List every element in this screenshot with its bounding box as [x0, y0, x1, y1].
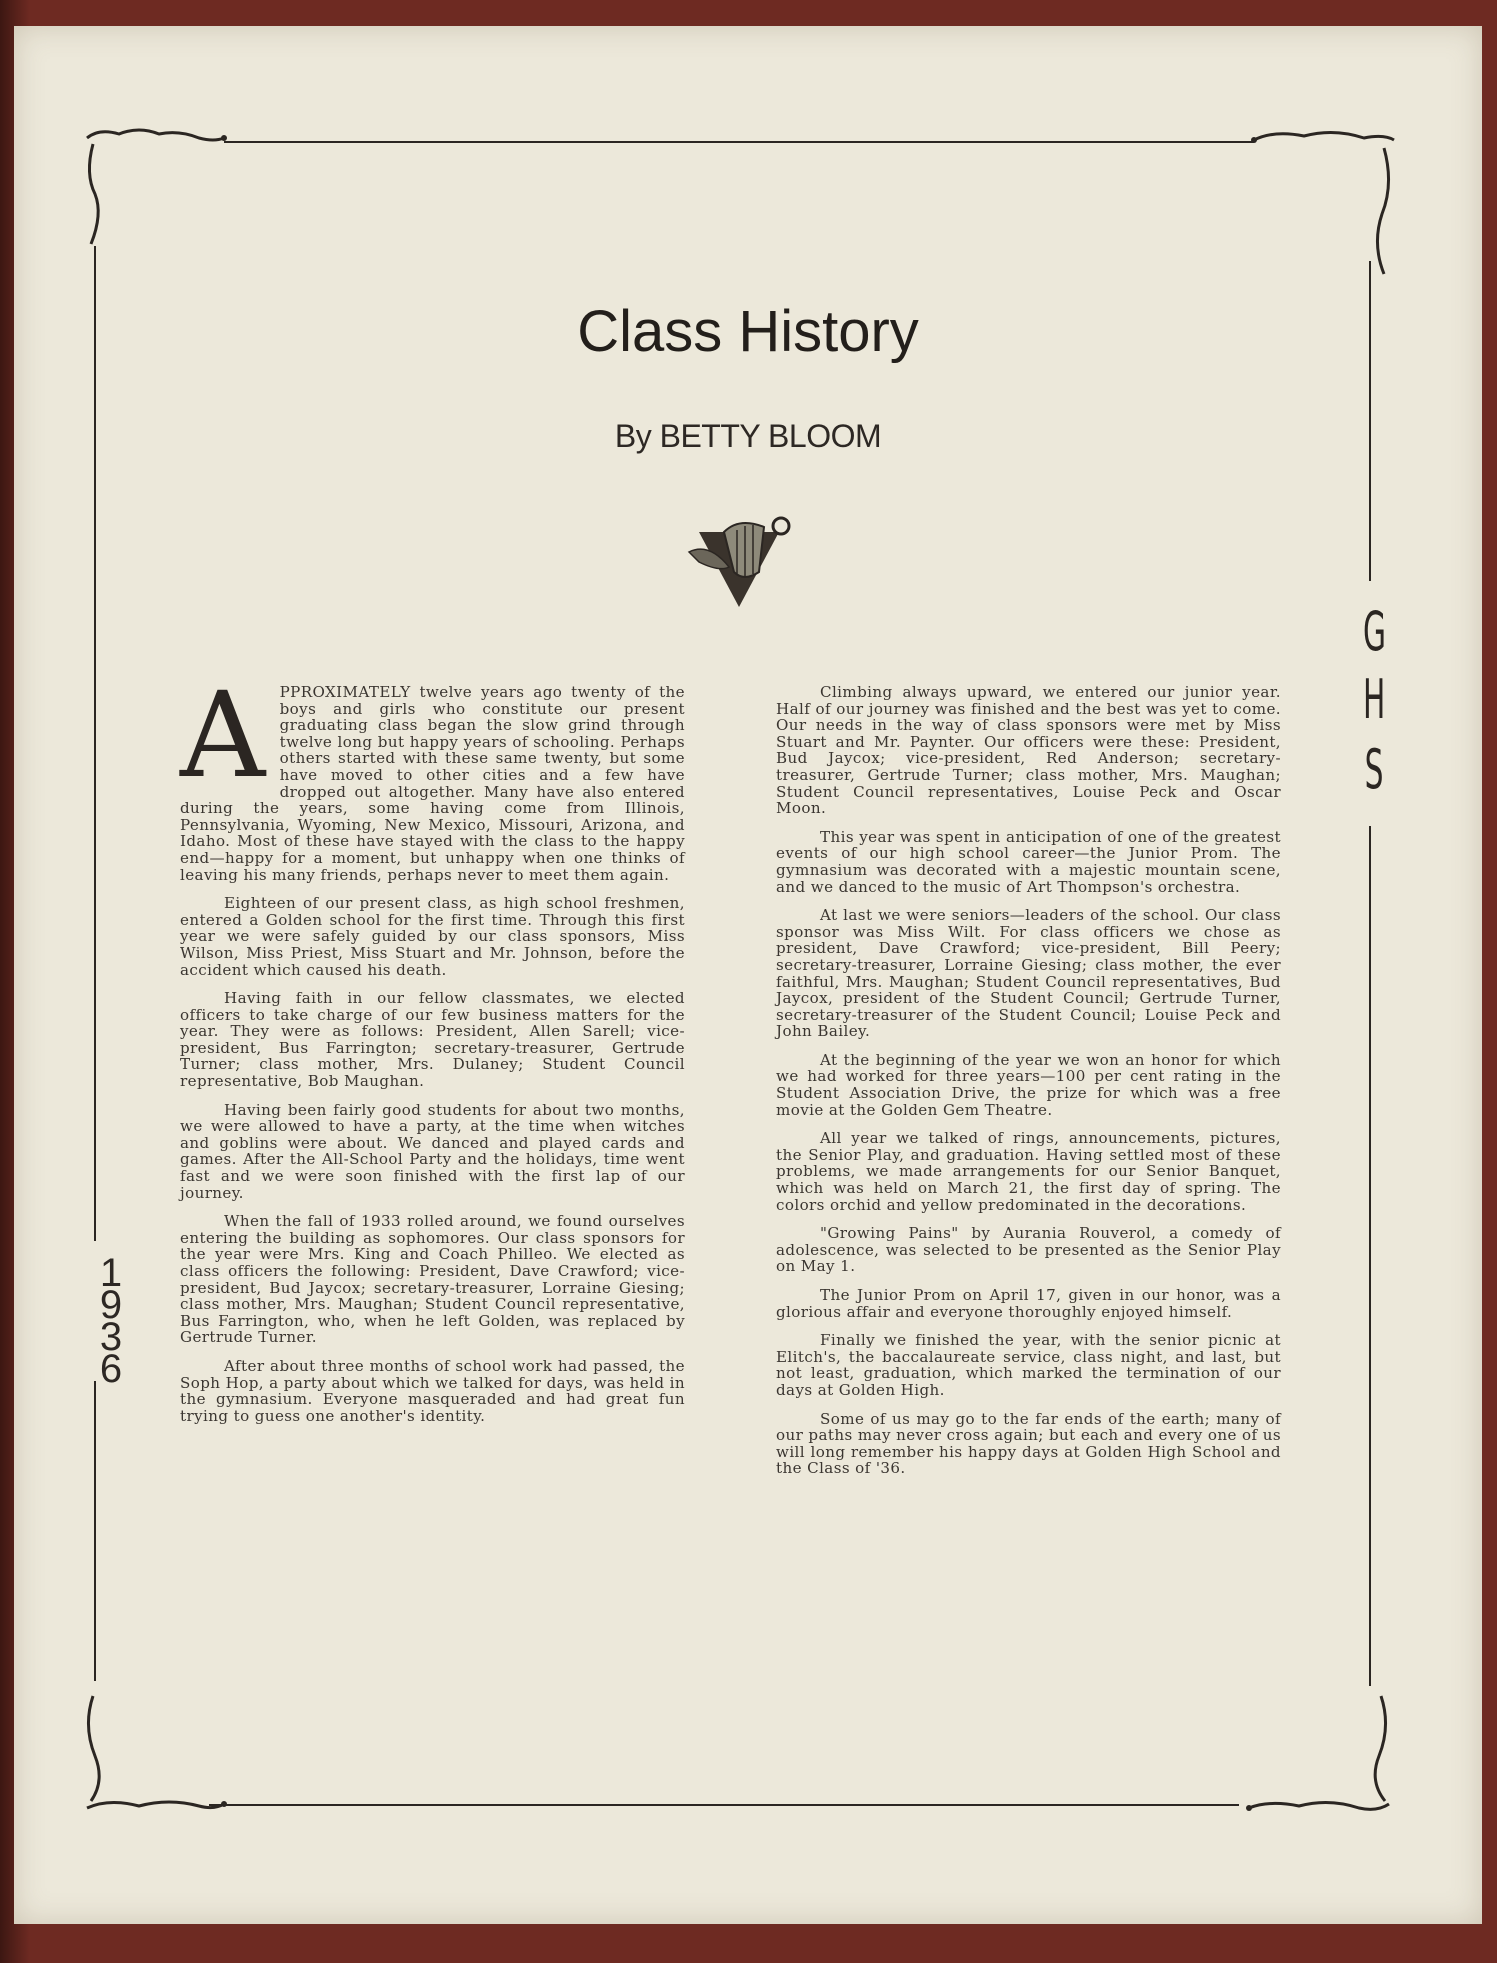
year-digit: 6: [99, 1347, 123, 1391]
corner-flourish-top-left: [79, 124, 239, 264]
paragraph: Finally we finished the year, with the senior picnic at Elitch's, the baccalaureate service, class night, and last, but not least, graduation, which marked the termination of our days at Golden High.: [776, 1331, 1281, 1399]
bottom-border-rule: [209, 1804, 1239, 1806]
corner-flourish-top-right: [1244, 124, 1404, 284]
opening-paragraph: [180, 666, 685, 884]
year-digit: 3: [99, 1315, 123, 1359]
paragraph: All year we talked of rings, announcements, pictures, the Senior Play, and graduation. Having settled most of these problems, we made arrangements for our Senior Banquet, which was held on March 21, the first day of spring. The colors orchid and yellow predominated in the decorations.: [776, 1129, 1281, 1214]
paragraph: Eighteen of our present class, as high school freshmen, entered a Golden school for the first time. Through this first year we were safely guided by our class sponsors, Miss Wilson, Miss Priest, Miss Stuart and Mr. Johnson, before the accident which caused his death.: [180, 894, 685, 979]
yearbook-page: [14, 26, 1482, 1924]
paragraph: At the beginning of the year we won an honor for which we had worked for three years—100 per cent rating in the Student Association Drive, the prize for which was a free movie at the Golden Gem Theatre.: [776, 1050, 1281, 1119]
left-border-rule: [94, 246, 96, 1241]
paragraph: After about three months of school work had passed, the Soph Hop, a party about which we talked for days, was held in the gymnasium. Everyone masqueraded and had great fun trying to guess one another's identity.: [180, 1356, 685, 1425]
corner-flourish-bottom-left: [79, 1686, 239, 1826]
paragraph-text: PPROXIMATELY twelve years ago twenty of the boys and girls who constitute our present graduating class began the slow grind through twelve long but happy years of schooling. Perhaps others started with these same twenty, but some have moved to other cities and a few have dropped out altogether. Many have also entered during the years, some having come from Illinois, Pennsylvania, Wyoming, New Mexico, Missouri, Arizona, and Idaho. Most of these have stayed with the class to the happy end—happy for a moment, but unhappy when one thinks of leaving his many friends, perhaps never to meet them again.: [180, 683, 685, 884]
top-border-rule: [224, 141, 1254, 143]
drop-cap: A: [180, 666, 266, 804]
school-letter: H: [1363, 668, 1386, 731]
paragraph: Having faith in our fellow classmates, we elected officers to take charge of our few business matters for the year. They were as follows: President, Allen Sarell; vice-president, Bus Farrington; secretary-treasurer, Gertrude Turner; class mother, Mrs. Dulaney; Student Council representative, Bob Maughan.: [180, 989, 685, 1091]
paragraph: The Junior Prom on April 17, given in our honor, was a glorious affair and everyone thoroughly enjoyed himself.: [776, 1286, 1281, 1321]
paragraph: This year was spent in anticipation of one of the greatest events of our high school career—the Junior Prom. The gymnasium was decorated with a majestic mountain scene, and we danced to the music of Art Thompson's orchestra.: [776, 827, 1281, 896]
left-border-rule-lower: [94, 1381, 96, 1681]
paragraph: When the fall of 1933 rolled around, we found ourselves entering the building as sophomores. Our class sponsors for the year were Mrs. King and Coach Philleo. We elected as class officers the following: President, Dave Crawford; vice-president, Bud Jaycox; secretary-treasurer, Lorraine Giesing; class mother, Mrs. Maughan; Student Council representative, Bus Farrington, who, when he left Golden, was replaced by Gertrude Turner.: [180, 1212, 685, 1347]
left-text-column: [180, 666, 685, 1436]
school-letter: G: [1363, 600, 1387, 663]
paragraph: Climbing always upward, we entered our junior year. Half of our journey was finished and the best was yet to come. Our needs in the way of class sponsors were met by Miss Stuart and Mr. Paynter. Our officers were these: President, Bud Jaycox; vice-president, Red Anderson; secretary-treasurer, Gertrude Turner; class mother, Mrs. Maughan; Student Council representatives, Louise Peck and Oscar Moon.: [776, 683, 1281, 818]
harp-quill-emblem-icon: [679, 512, 799, 622]
corner-flourish-bottom-right: [1239, 1686, 1399, 1826]
paragraph: "Growing Pains" by Aurania Rouverol, a comedy of adolescence, was selected to be presented as the Senior Play on May 1.: [776, 1224, 1281, 1276]
paragraph: Some of us may go to the far ends of the earth; many of our paths may never cross again; but each and every one of us will long remember his happy days at Golden High School and the Class of '36.: [776, 1409, 1281, 1478]
author-byline: By BETTY BLOOM: [614, 418, 882, 454]
page-title: Class History: [577, 299, 919, 364]
school-letter: S: [1364, 738, 1384, 801]
paragraph: Having been fairly good students for about two months, we were allowed to have a party, at the time when witches and goblins were about. We danced and played cards and games. After the All-School Party and the holidays, time went fast and we were soon finished with the first lap of our journey.: [180, 1100, 685, 1202]
right-border-rule-lower: [1369, 826, 1371, 1686]
right-text-column: [776, 684, 1281, 1489]
year-digit: 1: [99, 1251, 123, 1295]
year-digit: 9: [99, 1283, 123, 1327]
paragraph: At last we were seniors—leaders of the school. Our class sponsor was Miss Wilt. For class officers we chose as president, Dave Crawford; vice-president, Bill Peery; secretary-treasurer, Lorraine Giesing; class mother, the ever faithful, Mrs. Maughan; Student Council representatives, Bud Jaycox, president of the Student Council; Gertrude Turner, secretary-treasurer of the Student Council; Louise Peck and John Bailey.: [776, 906, 1281, 1041]
